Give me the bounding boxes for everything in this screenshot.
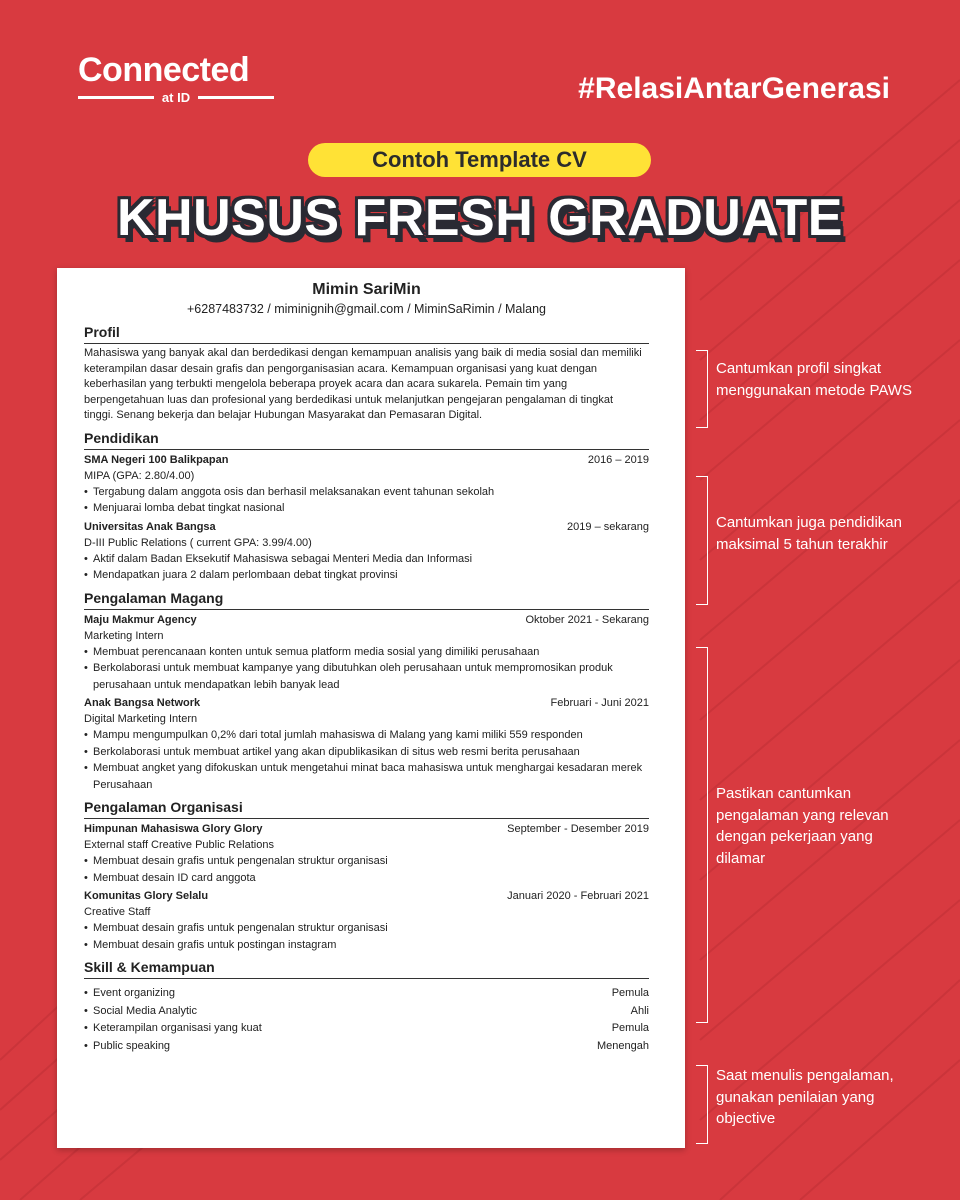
entry-bullet: • Tergabung dalam anggota osis dan berhasil melaksanakan event tahunan sekolah	[84, 484, 649, 501]
education-list	[84, 453, 649, 584]
section-title-internship: Pengalaman Magang	[84, 589, 649, 610]
entry-organization: Maju Makmur Agency	[84, 613, 197, 626]
cv-name: Mimin SariMin	[312, 281, 421, 298]
entry-header	[84, 453, 649, 468]
entry-header	[84, 520, 649, 535]
entry-bullet: • Membuat desain grafis untuk postingan instagram	[84, 937, 649, 954]
entry-bullet: • Membuat desain grafis untuk pengenalan struktur organisasi	[84, 920, 649, 937]
skill-row	[84, 1038, 649, 1056]
cv-entry	[84, 889, 649, 953]
entry-bullet: • Menjuarai lomba debat tingkat nasional	[84, 500, 649, 517]
skill-row	[84, 1020, 649, 1038]
entry-bullet: • Mendapatkan juara 2 dalam perlombaan debat tingkat provinsi	[84, 567, 649, 584]
entry-header	[84, 696, 649, 711]
entry-date: Januari 2020 - Februari 2021	[507, 890, 649, 902]
skill-name: • Public speaking	[84, 1038, 170, 1056]
entry-bullet: • Membuat perencanaan konten untuk semua platform media sosial yang dimiliki perusahaan	[84, 644, 649, 661]
note-skills: Saat menulis pengalaman, gunakan penilaian yang objective	[716, 1067, 894, 1127]
entry-date: 2019 – sekarang	[567, 520, 649, 533]
organization-list	[84, 822, 649, 953]
logo-line-left	[78, 96, 154, 99]
skills-list	[84, 985, 649, 1055]
entry-role: Marketing Intern	[84, 629, 164, 642]
section-title-skills: Skill & Kemampuan	[84, 958, 649, 979]
skill-level: Ahli	[630, 1004, 649, 1017]
brace-experience	[696, 647, 708, 1023]
skill-row	[84, 1003, 649, 1021]
subtitle-pill: Contoh Template CV	[308, 143, 651, 177]
skill-name: • Keterampilan organisasi yang kuat	[84, 1020, 262, 1038]
internship-list	[84, 613, 649, 794]
section-title-profile: Profil	[84, 323, 649, 344]
section-title-organization: Pengalaman Organisasi	[84, 798, 649, 819]
cv-entry	[84, 696, 649, 793]
skill-level: Pemula	[611, 987, 649, 999]
hashtag: #RelasiAntarGenerasi	[578, 72, 890, 105]
entry-header	[84, 613, 649, 628]
entry-bullet: • Membuat desain grafis untuk pengenalan struktur organisasi	[84, 853, 649, 870]
entry-date: September - Desember 2019	[507, 823, 649, 835]
section-title-education: Pendidikan	[84, 429, 649, 450]
entry-date: Oktober 2021 - Sekarang	[525, 613, 649, 626]
skill-level: Pemula	[611, 1022, 649, 1034]
brace-profile	[696, 350, 708, 428]
logo-line-right	[198, 96, 274, 99]
entry-organization: Anak Bangsa Network	[84, 697, 201, 709]
entry-bullet: • Mampu mengumpulkan 0,2% dari total jumlah mahasiswa di Malang yang kami miliki 559 responden	[84, 727, 649, 744]
entry-role: MIPA (GPA: 2.80/4.00)	[84, 469, 195, 482]
cv-entry	[84, 453, 649, 517]
cv-document	[57, 268, 685, 1148]
logo-main-text: Connected	[78, 51, 250, 89]
entry-organization: Himpunan Mahasiswa Glory Glory	[84, 823, 263, 835]
entry-role: Creative Staff	[84, 906, 151, 918]
cv-entry	[84, 520, 649, 584]
entry-header	[84, 822, 649, 837]
entry-role: D-III Public Relations ( current GPA: 3.99/4.00)	[84, 536, 312, 549]
cv-contact: +6287483732 / miminignih@gmail.com / MiminSaRimin / Malang	[186, 302, 547, 316]
entry-role: Digital Marketing Intern	[84, 713, 198, 725]
entry-date: Februari - Juni 2021	[550, 697, 649, 709]
entry-date: 2016 – 2019	[587, 453, 649, 466]
entry-header	[84, 889, 649, 904]
skill-name: • Social Media Analytic	[84, 1003, 197, 1021]
profile-text: Mahasiswa yang banyak akal dan berdedikasi dengan kemampuan analisis yang baik di media sosial dan memiliki keterampilan dasar desain grafis dan pengorganisasian acara. Kemampuan organisasi yang kuat dengan keberhasilan yang terbukti mengelola beberapa proyek acara dan acara sukarela. Pemain tim yang berpengetahuan luas dan profesional yang berdedikasi untuk melanjutkan pengejaran pengalaman di tingkat tinggi. Senang bekerja dan belajar Hubungan Masyarakat dan Pemasaran Digital.	[84, 347, 642, 421]
skill-name: • Event organizing	[84, 985, 175, 1003]
cv-entry	[84, 613, 649, 694]
skill-row	[84, 985, 649, 1003]
main-title: KHUSUS FRESH GRADUATE	[116, 189, 843, 247]
brace-skills	[696, 1065, 708, 1144]
brand-logo	[78, 52, 274, 105]
entry-bullet: • Membuat angket yang difokuskan untuk mengetahui minat baca mahasiswa untuk menghargai kesadaran merek Perusahaan	[84, 760, 649, 793]
entry-bullet: • Membuat desain ID card anggota	[84, 870, 649, 887]
entry-bullet: • Berkolaborasi untuk membuat artikel yang akan dipublikasikan di situs web resmi berita perusahaan	[84, 744, 649, 761]
brace-education	[696, 476, 708, 605]
logo-sub-text: at ID	[161, 90, 191, 105]
note-experience: Pastikan cantumkan pengalaman yang relevan dengan pekerjaan yang dilamar	[716, 785, 889, 867]
note-education: Cantumkan juga pendidikan maksimal 5 tahun terakhir	[716, 514, 902, 553]
note-profile: Cantumkan profil singkat menggunakan metode PAWS	[716, 360, 912, 399]
entry-bullet: • Berkolaborasi untuk membuat kampanye yang dibutuhkan oleh perusahaan untuk mempromosikan produk perusahaan untuk mendapatkan lebih banyak lead	[84, 660, 649, 693]
skill-level: Menengah	[597, 1039, 649, 1052]
cv-entry	[84, 822, 649, 886]
entry-organization: Universitas Anak Bangsa	[84, 520, 216, 533]
entry-organization: Komunitas Glory Selalu	[84, 890, 209, 902]
entry-organization: SMA Negeri 100 Balikpapan	[84, 453, 229, 466]
entry-role: External staff Creative Public Relations	[84, 839, 274, 851]
entry-bullet: • Aktif dalam Badan Eksekutif Mahasiswa sebagai Menteri Media dan Informasi	[84, 551, 649, 568]
